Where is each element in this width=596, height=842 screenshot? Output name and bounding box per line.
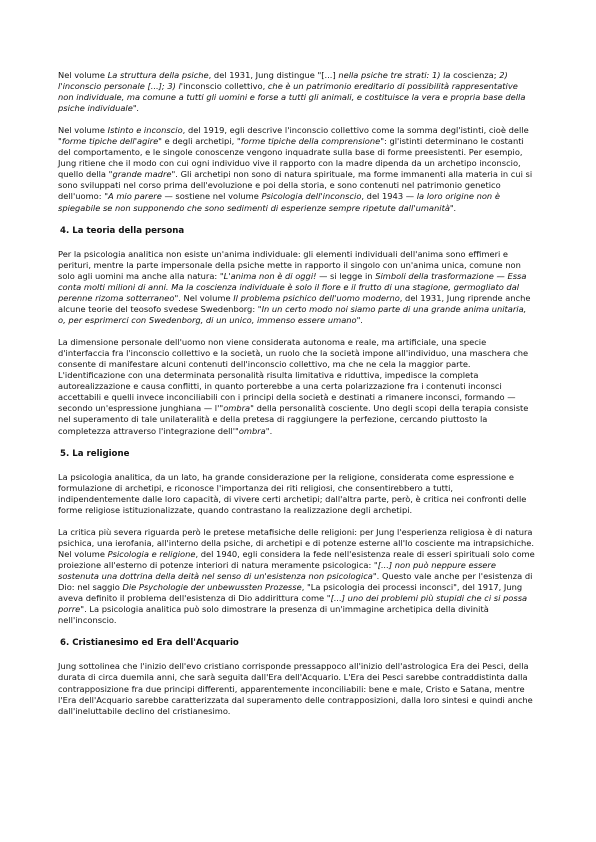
section-heading-teoria-persona: 4. La teoria della persona [60, 225, 185, 236]
paragraph-struttura-psiche: Nel volume La struttura della psiche, del 1931, Jung distingue "[...] nella psiche tre strati: 1) la coscienza; 2) l'inconscio personale [...]; 3) l'inconscio collettivo, che è un patrimonio ereditario di possibilità rappresentative non individuale, ma comune a tutti gli uomini e forse a tutti gli animali, e costituisce la vera e propria base della psiche individuale". [58, 70, 526, 114]
paragraph-era-acquario: Jung sottolinea che l'inizio dell'evo cristiano corrisponde pressappoco all'inizio dell'astrologica Era dei Pesci, della durata di circa duemila anni, che sarà seguita dall'Era dell'Acquario. L'Era dei Pesci sarebbe contraddistinta dalla contrapposizione fra due principi differenti, apparentemente inconciliabili: bene e male, Cristo e Satana, mentre l'Era dell'Acquario sarebbe caratterizzata dal superamento delle contrapposizioni, dalla loro sintesi e quindi anche dall'ineluttabile declino del cristianesimo. [58, 661, 533, 716]
paragraph-anima-individuale: Per la psicologia analitica non esiste un'anima individuale: gli elementi individuali dell'anima sono effimeri e periturі, mentre la parte impersonale della psiche mette in rapporto il singolo con un'anima unica, comune non solo agli uomini ma anche alla natura: "L'anima non è di oggi! — si legge in Simboli della trasformazione — Essa conta molti milioni di anni. Ma la coscienza individuale è solo il fiore e il frutto di una stagione, germogliato dal perenne rizoma sotterraneo". Nel volume Il problema psichico dell'uomo moderno, del 1931, Jung riprende anche alcune teorie del teosofo svedese Swedenborg: "In un certo modo noi siamo parte di una grande anima unitaria, o, per esprimerci con Swedenborg, di un unico, immenso essere umano". [58, 248, 531, 326]
paragraph-istinto-inconscio: Nel volume Istinto e inconscio, del 1919, egli descrive l'inconscio collettivo come la somma degl'istinti, cioè delle "forme tipiche dell'agire" e degli archetipi, "forme tipiche della comprensione": gl'istinti determinano le costanti del comportamento, e le singole conoscenze vengono inquadrate sulla base di forme preesistenti. Per esempio, Jung ritiene che il modo con cui ogni individuo vive il rapporto con la madre dipenda da un archetipo inconscio, quello della "grande madre". Gli archetipi non sono di natura spirituale, ma forme immanenti alla materia in cui si sono sviluppati nel corso prima dell'evoluzione e poi della storia, e sono contenuti nel patrimonio genetico dell'uomo: "A mio parere — sostiene nel volume Psicologia dell'inconscio, del 1943 — la loro origine non è spiegabile se non supponendo che sono sedimenti di esperienze sempre ripetute dall'umanità". [58, 124, 533, 213]
paragraph-religione-archetipi: La psicologia analitica, da un lato, ha grande considerazione per la religione, considerata come espressione e formulazione di archetipi, e riconosce l'importanza dei riti religiosi, che consentirebbero a tutti, indipendentemente dalle loro capacità, di vivere certi archetipi; dall'altra parte, però, è critica nei confronti delle forme religiose istituzionalizzate, quando contrastano la realizzazione degli archetipi. [58, 471, 527, 515]
paragraph-dimensione-personale: La dimensione personale dell'uomo non viene considerata autonoma e reale, ma artificiale, una specie d'interfaccia fra l'inconscio collettivo e la società, un ruolo che la società impone all'individuo, una maschera che consente di manifestare alcuni contenuti dell'inconscio collettivo, ma che ne cela la maggior parte. L'identificazione con una determinata personalità risulta limitativa e riduttiva, impedisce la completa autorealizzazione e causa conflitti, in quanto porterebbe a una certa polarizzazione fra i contenuti inconsci accettabili e quelli invece inconciliabili con i principi della società e destinati a rimanere inconsci, formando — secondo un'espressione junghiana — l'"ombra" della personalità cosciente. Uno degli scopi della terapia consiste nel superamento di tale unilateralità e della pretesa di raggiungere la perfezione, cercando piuttosto la completezza attraverso l'integrazione dell'"ombra". [58, 336, 529, 436]
section-heading-cristianesimo: 6. Cristianesimo ed Era dell'Acquario [60, 638, 239, 649]
section-heading-religione: 5. La religione [60, 448, 130, 459]
paragraph-critica-metafisica: La critica più severa riguarda però le pretese metafisiche delle religioni: per Jung l'esperienza religiosa è di natura psichica, una ierofania, all'interno della psiche, di archetipi e di potenze esterne all'Io cosciente ma intrapsichiche. Nel volume Psicologia e religione, del 1940, egli considera la fede nell'esistenza reale di esseri spirituali solo come proiezione all'esterno di potenze interiori di natura meramente psicologica: "[...] non può neppure essere sostenuta una dottrina della deità nel senso di un'esistenza non psicologica". Questo vale anche per l'esistenza di Dio: nel saggio Die Psychologie der unbewussten Prozesse, "La psicologia dei processi inconsci", del 1917, Jung aveva definito il problema dell'esistenza di Dio addirittura come "[...] uno dei problemi più stupidi che ci si possa porre". La psicologia analitica può solo dimostrare la presenza di un'immagine archetipica della divinità nell'inconscio. [58, 526, 535, 626]
document-page [58, 70, 536, 727]
